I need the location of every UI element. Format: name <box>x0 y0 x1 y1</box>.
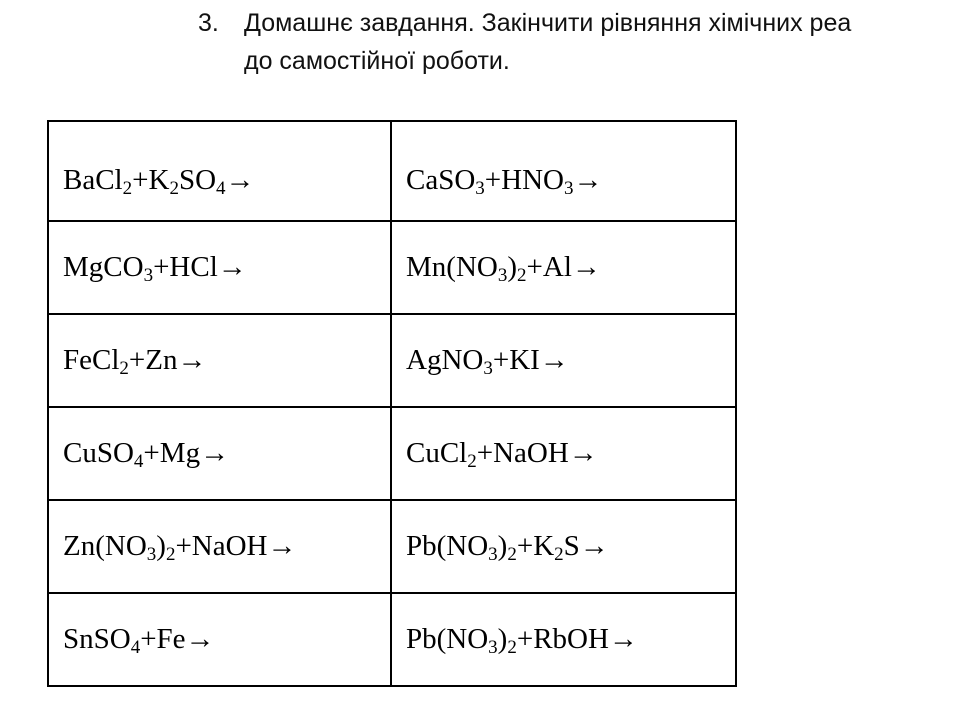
formula-subscript: 2 <box>169 177 179 199</box>
formula-text: +NaOH→ <box>476 437 598 469</box>
formula-subscript: 2 <box>165 544 176 565</box>
formula-subscript: 3 <box>146 544 157 565</box>
formula-subscript: 4 <box>133 451 144 472</box>
formula-subscript: 2 <box>517 265 527 286</box>
formula-text: +NaOH→ <box>175 530 297 562</box>
formula-text: +K <box>516 530 555 562</box>
formula-text: S→ <box>563 530 609 562</box>
formula-text: SO <box>178 163 217 196</box>
task-heading-line-1 <box>198 4 972 42</box>
formula-text: FeCl <box>63 344 120 376</box>
formula-subscript: 4 <box>216 177 226 199</box>
table-row <box>48 314 736 407</box>
formula-text: Pb(NO <box>406 623 489 655</box>
formula-subscript: 3 <box>488 637 498 658</box>
formula-subscript: 3 <box>488 544 498 565</box>
formula-text: +KI→ <box>492 344 569 376</box>
formula-subscript: 2 <box>119 358 129 379</box>
formula-subscript: 3 <box>563 177 574 199</box>
reaction-cell <box>391 500 736 593</box>
reaction-cell <box>48 221 391 314</box>
reaction-cell <box>48 407 391 500</box>
formula-text: +Al→ <box>526 251 601 283</box>
formula-text: +RbOH→ <box>516 623 638 655</box>
formula-text: ) <box>497 623 508 655</box>
formula-subscript: 2 <box>507 637 517 658</box>
task-heading-line-2 <box>198 42 972 80</box>
reaction-cell <box>48 593 391 686</box>
formula-subscript: 2 <box>122 177 133 199</box>
formula-text: MgCO <box>63 251 144 283</box>
table-row <box>48 121 736 221</box>
formula-subscript: 2 <box>507 544 517 565</box>
reaction-cell <box>391 593 736 686</box>
reaction-cell <box>391 121 736 221</box>
formula-text: +K <box>132 163 170 196</box>
formula-text: CuSO <box>63 437 134 469</box>
formula-text: +HNO <box>484 163 564 196</box>
formula-subscript: 2 <box>467 451 477 472</box>
reaction-cell <box>391 221 736 314</box>
formula-text: CuCl <box>406 437 468 469</box>
table-row <box>48 500 736 593</box>
formula-text: → <box>225 163 255 196</box>
formula-subscript: 2 <box>554 544 564 565</box>
formula-subscript: 3 <box>475 177 485 199</box>
formula-text: SnSO <box>63 623 131 655</box>
formula-text: +HCl→ <box>153 251 247 283</box>
formula-subscript: 3 <box>483 358 493 379</box>
table-row <box>48 221 736 314</box>
reaction-cell <box>48 121 391 221</box>
reactions-table <box>47 120 737 687</box>
formula-text: → <box>573 163 603 196</box>
formula-text: Zn(NO <box>63 530 147 562</box>
reactions-table-body <box>48 121 736 686</box>
task-heading <box>198 4 972 84</box>
formula-text: AgNO <box>406 344 484 376</box>
formula-text: +Mg→ <box>143 437 230 469</box>
formula-text: BaCl <box>63 163 123 196</box>
formula-text: +Zn→ <box>128 344 207 376</box>
reaction-cell <box>391 407 736 500</box>
formula-text: ) <box>507 251 518 283</box>
formula-text: +Fe→ <box>140 623 215 655</box>
formula-subscript: 3 <box>143 265 154 286</box>
formula-text: Pb(NO <box>406 530 489 562</box>
reaction-cell <box>48 500 391 593</box>
formula-text: ) <box>156 530 166 562</box>
task-number: 3. <box>198 9 219 37</box>
formula-text: ) <box>497 530 508 562</box>
reaction-cell <box>391 314 736 407</box>
formula-text: Mn(NO <box>406 251 498 283</box>
formula-subscript: 3 <box>497 265 508 286</box>
task-heading-text-continued: до самостійної роботи. <box>244 47 510 75</box>
table-row <box>48 407 736 500</box>
formula-subscript: 4 <box>130 637 141 658</box>
table-row <box>48 593 736 686</box>
task-heading-text: Домашнє завдання. Закінчити рівняння хімічних реа <box>244 9 852 37</box>
reaction-cell <box>48 314 391 407</box>
formula-text: CaSO <box>406 163 476 196</box>
